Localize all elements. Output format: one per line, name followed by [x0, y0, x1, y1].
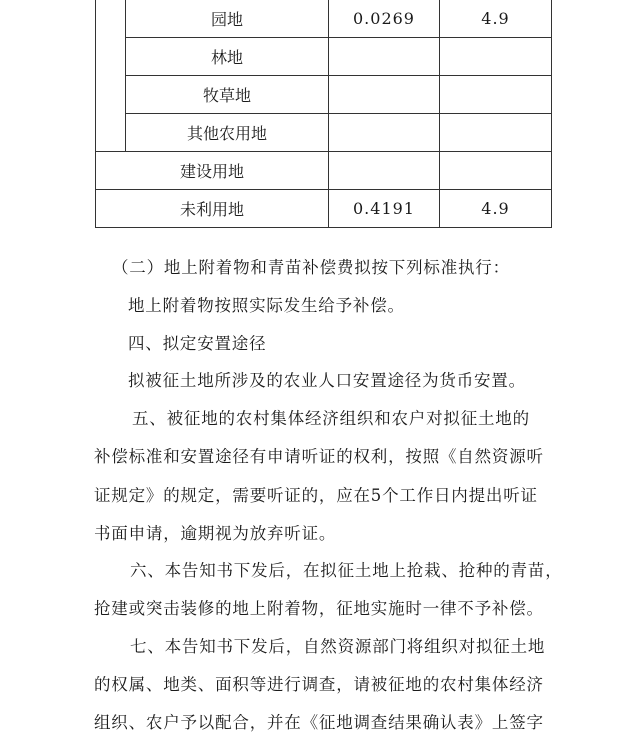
table-row	[96, 38, 552, 76]
area-cell: 0.4191	[329, 190, 440, 228]
price-cell	[440, 76, 552, 114]
table-row	[96, 152, 552, 190]
area-cell	[329, 38, 440, 76]
area-cell: 0.0269	[329, 0, 440, 38]
paragraph-line: 七、本告知书下发后，自然资源部门将组织对拟征土地	[130, 637, 546, 656]
land-type-cell: 建设用地	[96, 152, 329, 190]
table-row	[96, 114, 552, 152]
land-compensation-table	[95, 0, 552, 228]
paragraph-line: 书面申请，逾期视为放弃听证。	[94, 524, 337, 543]
paragraph-line: 拟被征土地所涉及的农业人口安置途径为货币安置。	[128, 371, 526, 390]
section-heading: 四、拟定安置途径	[128, 334, 267, 353]
table-group-cell	[96, 0, 126, 152]
paragraph-line: 组织、农户予以配合，并在《征地调查结果确认表》上签字	[94, 713, 544, 732]
price-cell	[440, 114, 552, 152]
table-row	[96, 76, 552, 114]
land-type-cell: 其他农用地	[126, 114, 329, 152]
price-cell: 4.9	[440, 190, 552, 228]
paragraph-line: 的权属、地类、面积等进行调查，请被征地的农村集体经济	[94, 675, 544, 694]
land-type-cell: 未利用地	[96, 190, 329, 228]
area-cell	[329, 76, 440, 114]
paragraph-line: 五、被征地的农村集体经济组织和农户对拟征土地的	[132, 409, 530, 428]
table-row	[96, 0, 552, 38]
land-type-cell: 林地	[126, 38, 329, 76]
paragraph-line: （二）地上附着物和青苗补偿费拟按下列标准执行：	[112, 258, 510, 277]
paragraph-line: 地上附着物按照实际发生给予补偿。	[128, 296, 405, 315]
land-type-cell: 牧草地	[126, 76, 329, 114]
paragraph-line: 六、本告知书下发后，在拟征土地上抢栽、抢种的青苗，	[130, 561, 563, 580]
paragraph-line: 证规定》的规定，需要听证的，应在5个工作日内提出听证	[94, 486, 538, 505]
price-cell: 4.9	[440, 0, 552, 38]
area-cell	[329, 152, 440, 190]
price-cell	[440, 38, 552, 76]
paragraph-line: 抢建或突击装修的地上附着物，征地实施时一律不予补偿。	[94, 599, 544, 618]
area-cell	[329, 114, 440, 152]
price-cell	[440, 152, 552, 190]
paragraph-line: 补偿标准和安置途径有申请听证的权利，按照《自然资源听	[94, 447, 544, 466]
table-row	[96, 190, 552, 228]
land-type-cell: 园地	[126, 0, 329, 38]
